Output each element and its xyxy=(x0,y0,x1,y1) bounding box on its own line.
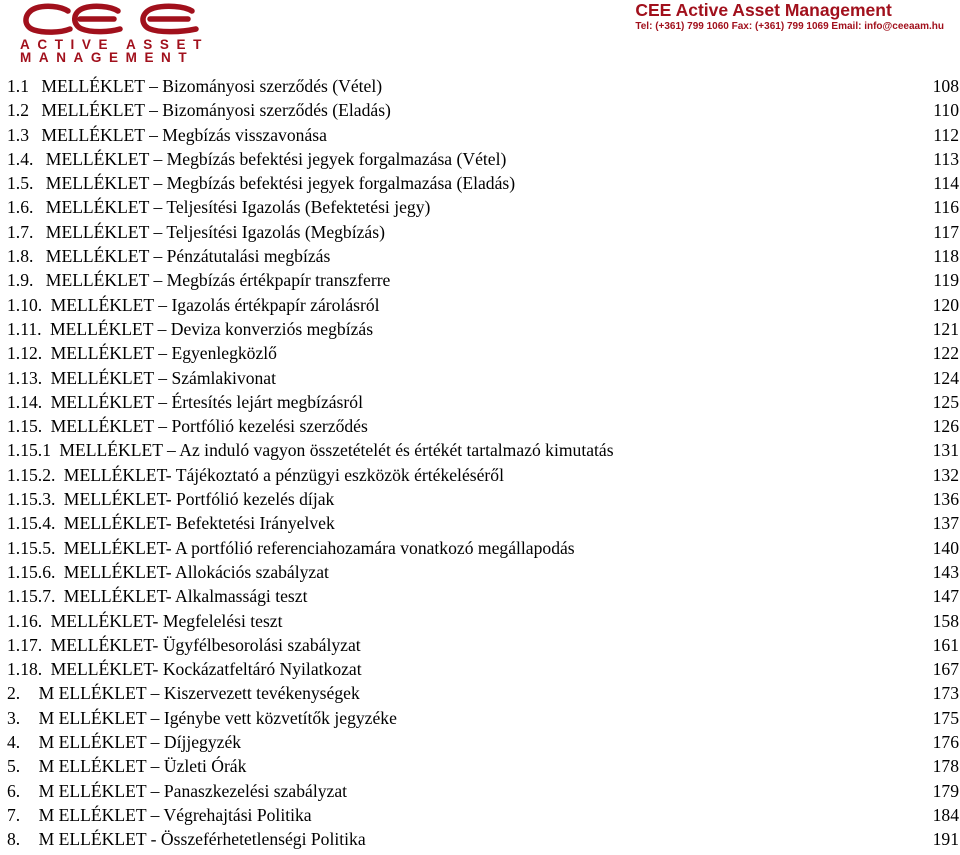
toc-entry-page: 117 xyxy=(933,221,959,242)
toc-entry-number: 1.15.3. xyxy=(7,489,56,510)
toc-entry-number: 1.18. xyxy=(7,659,43,680)
toc-entry-number: 1.15.7. xyxy=(7,586,56,607)
toc-entry-title: M ELLÉKLET – Kiszervezett tevékenységek xyxy=(38,683,360,704)
toc-entry-number: 4. xyxy=(7,732,21,753)
toc-entry[interactable] xyxy=(7,74,960,98)
toc-entry[interactable] xyxy=(7,633,960,657)
toc-entry[interactable] xyxy=(7,657,960,681)
toc-entry-number: 1.17. xyxy=(7,634,43,655)
toc-entry-page: 116 xyxy=(933,197,959,218)
toc-entry-title: MELLÉKLET – Az induló vagyon összetételét és értékét tartalmazó kimutatás xyxy=(59,440,614,461)
toc-entry-number: 1.9. xyxy=(7,270,34,291)
toc-entry-title: M ELLÉKLET – Díjjegyzék xyxy=(38,732,242,753)
toc-entry-page: 120 xyxy=(932,294,959,315)
toc-entry-page: 122 xyxy=(932,343,959,364)
toc-entry-title: MELLÉKLET – Pénzátutalási megbízás xyxy=(45,246,331,267)
toc-entry-page: 173 xyxy=(932,683,959,704)
toc-entry-title: MELLÉKLET- Portfólió kezelés díjak xyxy=(63,489,335,510)
toc-entry[interactable] xyxy=(7,147,960,171)
toc-entry-title: MELLÉKLET – Deviza konverziós megbízás xyxy=(49,318,374,339)
toc-entry-number: 1.4. xyxy=(7,148,34,169)
toc-entry-title: MELLÉKLET- Megfelelési teszt xyxy=(50,610,283,631)
toc-entry[interactable] xyxy=(7,754,960,778)
toc-entry-number: 1.3 xyxy=(7,124,29,145)
toc-entry-number: 1.15. xyxy=(7,416,43,437)
toc-entry-number: 1.5. xyxy=(7,173,34,194)
toc-entry-title: MELLÉKLET- Ügyfélbesorolási szabályzat xyxy=(50,634,361,655)
toc-entry[interactable] xyxy=(7,609,960,633)
toc-entry-number: 1.12. xyxy=(7,343,43,364)
toc-entry-title: M ELLÉKLET – Igénybe vett közvetítők jegyzéke xyxy=(38,707,397,728)
toc-entry-title: MELLÉKLET – Igazolás értékpapír zárolásról xyxy=(50,294,380,315)
toc-entry-number: 1.7. xyxy=(7,221,34,242)
toc-entry-title: MELLÉKLET- Alkalmassági teszt xyxy=(63,586,308,607)
toc-entry[interactable] xyxy=(7,779,960,803)
toc-entry-title: MELLÉKLET – Megbízás befektési jegyek forgalmazása (Eladás) xyxy=(45,173,516,194)
toc-entry-number: 5. xyxy=(7,756,21,777)
toc-entry-title: M ELLÉKLET - Összeférhetetlenségi Politika xyxy=(38,829,366,850)
toc-entry-title: M ELLÉKLET – Panaszkezelési szabályzat xyxy=(38,780,348,801)
toc-entry-title: MELLÉKLET – Teljesítési Igazolás (Befektetési jegy) xyxy=(45,197,431,218)
toc-entry-page: 143 xyxy=(932,561,959,582)
logo-text-line-1: ACTIVE ASSET xyxy=(20,37,209,52)
toc-entry-number: 1.8. xyxy=(7,246,34,267)
toc-entry[interactable] xyxy=(7,584,960,608)
toc-entry-page: 126 xyxy=(932,416,959,437)
toc-entry-page: 140 xyxy=(932,537,959,558)
toc-entry-page: 161 xyxy=(932,634,959,655)
table-of-contents xyxy=(7,74,960,852)
cee-logo-mark-icon xyxy=(20,2,220,36)
toc-entry-title: MELLÉKLET – Teljesítési Igazolás (Megbízás) xyxy=(45,221,385,242)
toc-entry-page: 158 xyxy=(932,610,959,631)
toc-entry[interactable] xyxy=(7,438,960,462)
toc-entry-number: 1.16. xyxy=(7,610,43,631)
toc-entry[interactable] xyxy=(7,98,960,122)
toc-entry-title: M ELLÉKLET – Üzleti Órák xyxy=(38,756,247,777)
toc-entry[interactable] xyxy=(7,171,960,195)
company-name: CEE Active Asset Management xyxy=(635,0,892,20)
toc-entry-page: 119 xyxy=(933,270,959,291)
toc-entry-page: 178 xyxy=(932,756,959,777)
toc-entry-page: 191 xyxy=(932,829,959,850)
toc-entry-title: MELLÉKLET – Értesítés lejárt megbízásról xyxy=(50,391,363,412)
toc-entry-number: 1.10. xyxy=(7,294,43,315)
toc-entry-number: 1.15.1 xyxy=(7,440,51,461)
toc-entry[interactable] xyxy=(7,123,960,147)
toc-entry-page: 121 xyxy=(932,318,959,339)
toc-entry-title: MELLÉKLET- Tájékoztató a pénzügyi eszközök értékeléséről xyxy=(63,464,504,485)
page-header xyxy=(0,0,960,68)
toc-entry[interactable] xyxy=(7,317,960,341)
toc-entry[interactable] xyxy=(7,195,960,219)
toc-entry-number: 1.2 xyxy=(7,100,29,121)
toc-entry[interactable] xyxy=(7,487,960,511)
toc-entry-number: 7. xyxy=(7,804,21,825)
toc-entry-number: 1.15.2. xyxy=(7,464,56,485)
toc-entry[interactable] xyxy=(7,536,960,560)
toc-entry-page: 118 xyxy=(933,246,959,267)
toc-entry-title: MELLÉKLET – Megbízás értékpapír transzferre xyxy=(45,270,391,291)
toc-entry-title: MELLÉKLET – Bizományosi szerződés (Vétel) xyxy=(41,76,383,96)
toc-entry-title: MELLÉKLET- A portfólió referenciahozamára vonatkozó megállapodás xyxy=(63,537,575,558)
toc-entry-title: MELLÉKLET – Számlakivonat xyxy=(50,367,277,388)
toc-entry-title: MELLÉKLET – Megbízás befektési jegyek forgalmazása (Vétel) xyxy=(45,148,507,169)
toc-entry[interactable] xyxy=(7,463,960,487)
toc-entry-title: MELLÉKLET- Kockázatfeltáró Nyilatkozat xyxy=(50,659,362,680)
toc-entry[interactable] xyxy=(7,220,960,244)
toc-entry-page: 147 xyxy=(932,586,959,607)
toc-entry-number: 6. xyxy=(7,780,21,801)
toc-entry-page: 125 xyxy=(932,391,959,412)
company-info xyxy=(635,0,944,33)
toc-entry[interactable] xyxy=(7,827,960,851)
toc-entry-title: MELLÉKLET – Megbízás visszavonása xyxy=(41,124,327,145)
toc-entry[interactable] xyxy=(7,390,960,414)
toc-entry[interactable] xyxy=(7,681,960,705)
toc-entry-number: 1.15.5. xyxy=(7,537,56,558)
toc-entry-title: MELLÉKLET- Befektetési Irányelvek xyxy=(63,513,335,534)
toc-entry-number: 1.15.6. xyxy=(7,561,56,582)
toc-entry[interactable] xyxy=(7,414,960,438)
toc-entry-number: 8. xyxy=(7,829,21,850)
toc-entry-number: 1.15.4. xyxy=(7,513,56,534)
toc-entry-number: 1.11. xyxy=(7,318,42,339)
logo-text-line-2: MANAGEMENT xyxy=(20,50,195,65)
toc-entry-page: 113 xyxy=(933,148,959,169)
toc-entry[interactable] xyxy=(7,366,960,390)
company-logo xyxy=(20,2,220,66)
toc-entry-page: 110 xyxy=(933,100,959,121)
toc-entry-page: 167 xyxy=(932,659,959,680)
toc-entry-title: MELLÉKLET – Portfólió kezelési szerződés xyxy=(50,416,368,437)
toc-entry-page: 175 xyxy=(932,707,959,728)
toc-entry-title: M ELLÉKLET – Végrehajtási Politika xyxy=(38,804,312,825)
toc-entry-title: MELLÉKLET- Allokációs szabályzat xyxy=(63,561,329,582)
toc-entry-page: 176 xyxy=(932,732,959,753)
toc-entry-page: 132 xyxy=(932,464,959,485)
company-contact: Tel: (+361) 799 1060 Fax: (+361) 799 1069 Email: info@ceeaam.hu xyxy=(635,21,944,32)
toc-entry-title: MELLÉKLET – Egyenlegközlő xyxy=(50,343,277,364)
toc-entry-page: 137 xyxy=(932,513,959,534)
toc-entry-number: 1.1 xyxy=(7,76,29,96)
toc-entry[interactable] xyxy=(7,293,960,317)
toc-entry[interactable] xyxy=(7,803,960,827)
toc-entry-page: 184 xyxy=(932,804,959,825)
toc-entry-page: 124 xyxy=(932,367,959,388)
toc-entry-page: 136 xyxy=(932,489,959,510)
toc-entry[interactable] xyxy=(7,511,960,535)
toc-entry-page: 131 xyxy=(932,440,959,461)
toc-entry-page: 108 xyxy=(932,76,959,96)
toc-entry[interactable] xyxy=(7,268,960,292)
toc-entry[interactable] xyxy=(7,244,960,268)
toc-entry[interactable] xyxy=(7,730,960,754)
toc-entry-title: MELLÉKLET – Bizományosi szerződés (Eladás) xyxy=(41,100,391,121)
toc-entry-number: 1.13. xyxy=(7,367,43,388)
toc-entry[interactable] xyxy=(7,706,960,730)
toc-entry-number: 1.6. xyxy=(7,197,34,218)
toc-entry-page: 114 xyxy=(933,173,959,194)
toc-entry-number: 2. xyxy=(7,683,21,704)
toc-entry-number: 1.14. xyxy=(7,391,43,412)
toc-entry-page: 112 xyxy=(933,124,959,145)
toc-entry-page: 179 xyxy=(932,780,959,801)
toc-entry[interactable] xyxy=(7,341,960,365)
toc-entry[interactable] xyxy=(7,560,960,584)
toc-entry-number: 3. xyxy=(7,707,21,728)
